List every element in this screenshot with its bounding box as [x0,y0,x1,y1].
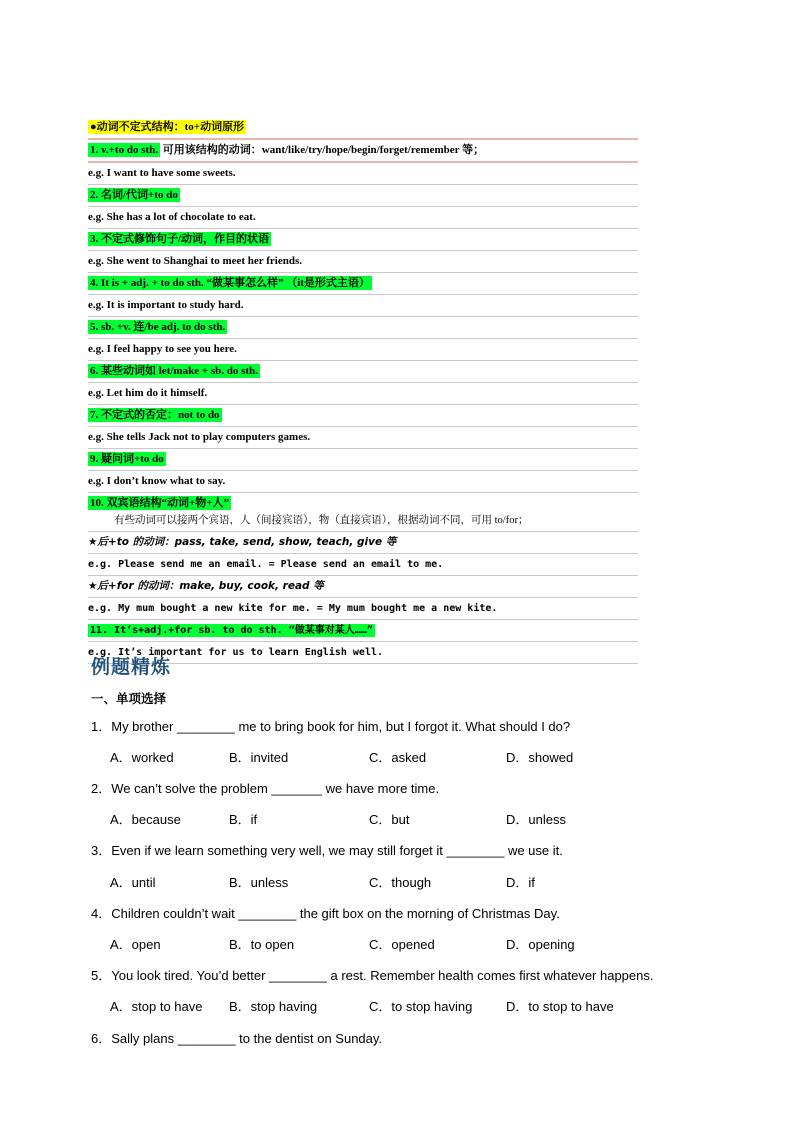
row-text: e.g. It is important to study hard. [88,299,244,311]
grammar-row [88,185,638,207]
question-number: 6． [91,1031,112,1046]
option-d[interactable]: D．to stop to have [506,999,614,1014]
row-text: 4. It is + adj. + to do sth. “做某事怎么样” （it是形式主语） [90,277,370,289]
grammar-row [88,493,638,532]
option-b[interactable]: B．stop having [229,999,318,1014]
question-text: me to bring book for him, but I forgot it. What should I do? [234,719,571,734]
row-text: ★后+to 的动词：pass, take, send, show, teach, give 等 [88,536,397,548]
answer-blank: ________ [446,843,505,858]
option-a[interactable]: A．until [110,875,156,890]
row-text: ●动词不定式结构：to+动词原形 [90,121,245,133]
subsection-title: 一、单项选择 [91,691,167,706]
grammar-row [88,273,638,295]
grammar-row [88,532,638,554]
grammar-row [88,405,638,427]
option-a[interactable]: A．stop to have [110,999,203,1014]
grammar-row [88,295,638,317]
option-a[interactable]: A．worked [110,750,174,765]
option-c[interactable]: C．opened [369,937,435,952]
option-a[interactable]: A．open [110,937,161,952]
row-text: 2. 名词/代词+to do [90,189,178,201]
row-text: 11. It’s+adj.+for sb. to do sth. “做某事对某人……” [90,625,373,636]
row-subtext: 有些动词可以接两个宾语，人（间接宾语），物（直接宾语），根据动词不同，可用 to/for； [114,515,529,526]
question-number: 4． [91,906,112,921]
grammar-row [88,383,638,405]
row-text: e.g. It’s important for us to learn English well. [88,647,384,658]
question-1 [91,716,570,735]
option-c[interactable]: C．though [369,875,432,890]
grammar-row [88,229,638,251]
question-text: we use it. [504,843,563,858]
question-text: You look tired. You’d better [111,968,270,983]
section-heading: 例题精炼 [91,656,172,678]
question-3 [91,840,563,859]
grammar-row [88,554,638,576]
grammar-row [88,471,638,493]
row-rest: 可用该结构的动词：want/like/try/hope/begin/forget/remember 等； [160,144,485,156]
question-text: We can’t solve the problem [111,781,272,796]
grammar-row [88,117,638,140]
question-2 [91,778,439,797]
answer-blank: _______ [271,781,323,796]
row-text: e.g. Please send me an email. = Please send an email to me. [88,559,444,570]
question-4 [91,903,560,922]
row-text: 3. 不定式修饰句子/动词，作目的状语 [90,233,270,245]
row-text: e.g. I feel happy to see you here. [88,343,237,355]
grammar-row [88,361,638,383]
row-text: 6. 某些动词如 let/make + sb. do sth. [90,365,258,377]
question-text: My brother [111,719,177,734]
question-text: Even if we learn something very well, we may still forget it [111,843,447,858]
option-c[interactable]: C．to stop having [369,999,473,1014]
question-text: Sally plans [111,1031,178,1046]
question-text: a rest. Remember health comes first whatever happens. [326,968,654,983]
question-text: Children couldn’t wait [111,906,239,921]
grammar-table [88,117,638,664]
option-d[interactable]: D．unless [506,812,566,827]
question-number: 2． [91,781,112,796]
row-text: e.g. I want to have some sweets. [88,167,236,179]
grammar-row [88,598,638,620]
grammar-row [88,163,638,185]
grammar-row [88,317,638,339]
question-text: to the dentist on Sunday. [235,1031,383,1046]
answer-blank: ________ [269,968,327,983]
question-number: 1． [91,719,112,734]
grammar-row [88,339,638,361]
question-number: 3． [91,843,112,858]
row-text: e.g. My mum bought a new kite for me. = My mum bought me a new kite. [88,603,498,614]
option-b[interactable]: B．if [229,812,258,827]
option-c[interactable]: C．but [369,812,410,827]
option-d[interactable]: D．if [506,875,535,890]
row-text: 1. v.+to do sth. [90,144,159,156]
question-text: we have more time. [322,781,440,796]
row-text: e.g. She went to Shanghai to meet her friends. [88,255,302,267]
row-text: 7. 不定式的否定：not to do [90,409,220,421]
question-number: 5． [91,968,112,983]
question-text: the gift box on the morning of Christmas Day. [296,906,560,921]
option-c[interactable]: C．asked [369,750,427,765]
row-text: e.g. She tells Jack not to play computers games. [88,431,311,443]
option-d[interactable]: D．showed [506,750,574,765]
answer-blank: ________ [176,719,235,734]
answer-blank: ________ [177,1031,236,1046]
grammar-row [88,207,638,229]
option-d[interactable]: D．opening [506,937,575,952]
grammar-row [88,427,638,449]
grammar-row [88,620,638,642]
row-text: 9. 疑问词+to do [90,453,164,465]
question-6 [91,1028,382,1047]
row-text: 5. sb. +v. 连/be adj. to do sth. [90,321,226,333]
row-text: ★后+for 的动词：make, buy, cook, read 等 [88,580,324,592]
question-5 [91,965,653,984]
option-a[interactable]: A．because [110,812,181,827]
row-text: e.g. I don’t know what to say. [88,475,226,487]
row-text: 10. 双宾语结构“动词+物+人” [90,497,230,509]
grammar-row [88,140,638,163]
option-b[interactable]: B．invited [229,750,289,765]
option-b[interactable]: B．to open [229,937,295,952]
row-text: e.g. She has a lot of chocolate to eat. [88,211,256,223]
grammar-row [88,576,638,598]
grammar-row [88,251,638,273]
grammar-row [88,449,638,471]
option-b[interactable]: B．unless [229,875,289,890]
answer-blank: ________ [238,906,297,921]
row-text: e.g. Let him do it himself. [88,387,208,399]
